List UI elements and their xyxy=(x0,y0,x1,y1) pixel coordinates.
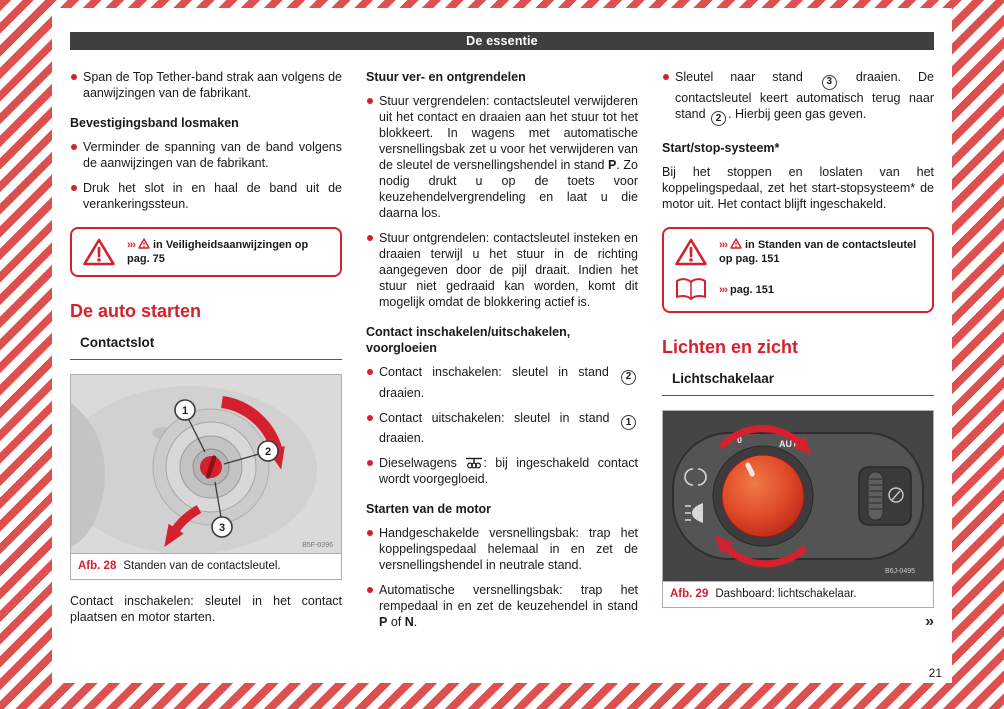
bullet-item: Verminder de spanning van de band volgens de aanwijzingen van de fabrikant. xyxy=(70,139,342,171)
key-position-badge: 1 xyxy=(621,415,636,430)
subheading-contactslot: Contactslot xyxy=(70,335,342,360)
chapter-heading-lichten-en-zicht: Lichten en zicht xyxy=(662,337,799,357)
bullet-text: Automatische versnellingsbak: trap het rempedaal in en zet de keuzehendel in stand xyxy=(379,583,638,613)
cross-ref-arrows: ››› xyxy=(719,283,727,296)
svg-text:2: 2 xyxy=(264,446,272,458)
column-middle xyxy=(366,69,638,639)
bullet-item: Handgeschakelde versnellingsbak: trap het koppelingspedaal helemaal in en zet de versnellingshendel in neutrale stand. xyxy=(366,525,638,573)
ignition-lock-illustration xyxy=(71,375,341,553)
bullet-text: draaien. xyxy=(379,431,425,445)
cross-ref-arrows: ››› xyxy=(719,239,727,251)
bullet-text: : bij ingeschakeld contact wordt voorgegloeid. xyxy=(379,456,639,486)
heading-start-stop: Start/stop-systeem* xyxy=(662,141,780,155)
bullet-item xyxy=(366,455,638,487)
bullet-text: Contact uitschakelen: sleutel in stand xyxy=(379,410,619,425)
bullet-item xyxy=(366,93,638,221)
bold-gear-position: P xyxy=(379,615,388,629)
book-reference-text xyxy=(719,283,774,297)
paragraph: Contact inschakelen: sleutel in het contact plaatsen en motor starten. xyxy=(70,594,342,624)
svg-text:3: 3 xyxy=(218,522,226,534)
figure-code: B5F-0396 xyxy=(302,542,333,549)
manual-page xyxy=(52,8,952,683)
warning-row xyxy=(82,237,330,267)
key-position-badge: 3 xyxy=(822,75,837,90)
warning-reference: in Standen van de contactsleutel op pag. 151 xyxy=(719,239,917,265)
bullet-item: Stuur ontgrendelen: contactsleutel insteken en draaien terwijl u het stuur in de richting aangegeven door de pijl draait. Indien het stuur niet gedraaid kan worden, komt dit mogelijk omdat de blokkering actief is. xyxy=(366,230,638,310)
figure-28 xyxy=(70,374,342,580)
bullet-text: Stuur vergrendelen: contactsleutel verwijderen uit het contact en draaien aan het stuur tot het blokkeert. In wagens met automatische versnellingsbak zet u voor het verwijderen van de sleutel de versnellingshendel in stand xyxy=(379,94,638,172)
heading-stuur: Stuur ver- en ontgrendelen xyxy=(366,70,526,84)
figure-caption-text: Standen van de contactsleutel. xyxy=(123,560,281,572)
warning-triangle-icon xyxy=(82,237,116,267)
bold-gear-position: N xyxy=(404,615,414,629)
key-position-badge: 2 xyxy=(711,111,726,126)
manual-book-icon xyxy=(674,276,708,303)
column-left xyxy=(70,69,342,639)
knob-label-zero: 0 xyxy=(737,435,743,445)
glow-plug-icon xyxy=(465,456,483,469)
svg-text:1: 1 xyxy=(181,405,189,417)
bullet-text: Sleutel naar stand xyxy=(675,70,820,84)
heading-contact: Contact inschakelen/uitschakelen, voorgloeien xyxy=(366,325,571,355)
figure-caption xyxy=(663,581,933,607)
callout-1 xyxy=(175,400,195,420)
bullet-text: . Hierbij geen gas geven. xyxy=(728,106,867,121)
bullet-text: draaien. De contactsleutel keert automatisch terug naar stand xyxy=(675,70,934,121)
bullet-item xyxy=(662,69,934,126)
knob-label-auto: AUTO xyxy=(779,439,805,449)
paragraph: Bij het stoppen en loslaten van het koppelingspedaal, zet het start-stopsysteem* de motor uit. Het contact blijft ingeschakeld. xyxy=(662,165,934,211)
warning-text xyxy=(719,238,922,266)
bullet-item xyxy=(366,582,638,630)
warning-box-contactsleutel xyxy=(662,227,934,313)
mini-warning-triangle-icon xyxy=(138,238,150,249)
warning-reference: in Veiligheidsaanwijzingen op pag. 75 xyxy=(127,239,309,265)
chapter-heading-de-auto-starten: De auto starten xyxy=(70,301,202,321)
warning-text xyxy=(127,238,330,266)
section-header: De essentie xyxy=(70,32,934,50)
bullet-item: Druk het slot in en haal de band uit de verankeringssteun. xyxy=(70,180,342,212)
bullet-text: . Zo nodig drukt u op de toets voor keuzehendelvergrendeling en laat u die daarna los. xyxy=(379,158,638,220)
figure-label: Afb. 29 xyxy=(670,588,709,600)
page-reference: pag. 151 xyxy=(730,283,775,296)
book-reference-row xyxy=(674,276,922,303)
bullet-item xyxy=(366,410,638,447)
figure-label: Afb. 28 xyxy=(78,560,117,572)
subheading-lichtschakelaar: Lichtschakelaar xyxy=(662,371,934,396)
warning-triangle-icon xyxy=(674,237,708,267)
figure-caption-text: Dashboard: lichtschakelaar. xyxy=(715,588,857,600)
bullet-text: Dieselwagens xyxy=(379,456,466,470)
light-switch-knob xyxy=(722,455,804,537)
bullet-text: of xyxy=(387,615,405,629)
figure-29 xyxy=(662,410,934,608)
page-number: 21 xyxy=(928,666,942,680)
light-switch-illustration xyxy=(663,411,933,581)
continuation-marker: » xyxy=(925,613,934,630)
figure-caption xyxy=(71,553,341,579)
cross-ref-arrows: ››› xyxy=(127,239,135,251)
key-position-badge: 2 xyxy=(621,370,636,385)
callout-2 xyxy=(258,441,278,461)
figure-code: B6J-0495 xyxy=(885,568,915,575)
bullet-item: Span de Top Tether-band strak aan volgens de aanwijzingen van de fabrikant. xyxy=(70,69,342,101)
bullet-item xyxy=(366,364,638,401)
column-right xyxy=(662,69,934,639)
bullet-text: . xyxy=(413,615,418,629)
headlight-range-thumbwheel xyxy=(859,467,911,525)
warning-row xyxy=(674,237,922,267)
bold-gear-position: P xyxy=(608,158,617,172)
columns xyxy=(70,69,934,639)
callout-3 xyxy=(212,517,232,537)
bullet-text: Contact inschakelen: sleutel in stand xyxy=(379,365,619,379)
mini-warning-triangle-icon xyxy=(730,238,742,249)
warning-box-safety xyxy=(70,227,342,277)
heading-starten-motor: Starten van de motor xyxy=(366,502,492,516)
heading-bevestigingsband-losmaken: Bevestigingsband losmaken xyxy=(70,116,239,130)
bullet-text: draaien. xyxy=(379,385,425,400)
